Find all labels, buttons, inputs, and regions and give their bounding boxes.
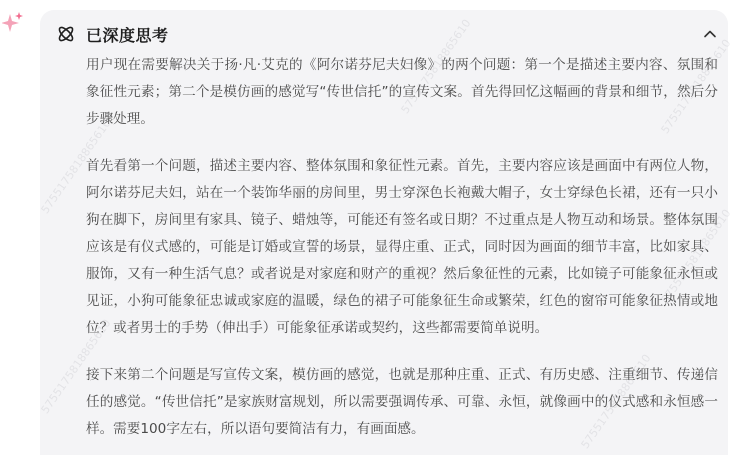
brain-atom-icon bbox=[56, 24, 76, 44]
chevron-up-icon[interactable] bbox=[700, 24, 720, 44]
thinking-paragraph-3: 接下来第二个问题是写宣传文案，模仿画的感觉，也就是那种庄重、正式、有历史感、注重细节、传递信任的感觉。“传世信托”是家族财富规划，所以需要强调传承、可靠、永恒，就像画中的仪式感和永恒感一样。需要100字左右，所以语句要简洁有力，有画面感。 bbox=[86, 367, 718, 437]
thinking-content bbox=[86, 52, 718, 455]
thinking-title: 已深度思考 bbox=[86, 25, 169, 45]
thinking-paragraph-1: 用户现在需要解决关于扬·凡·艾克的《阿尔诺芬尼夫妇像》的两个问题：第一个是描述主要内容、氛围和象征性元素；第二个是模仿画的感觉写“传世信托”的宣传文案。首先得回忆这幅画的背景和细节，然后分步骤处理。 bbox=[86, 57, 718, 127]
sparkle-icon bbox=[2, 10, 24, 36]
thinking-header[interactable] bbox=[56, 18, 730, 50]
thinking-paragraph-2: 首先看第一个问题，描述主要内容、整体氛围和象征性元素。首先，主要内容应该是画面中有两位人物，阿尔诺芬尼夫妇，站在一个装饰华丽的房间里，男士穿深色长袍戴大帽子，女士穿绿色长裙，还有一只小狗在脚下，房间里有家具、镜子、蜡烛等，可能还有签名或日期？不过重点是人物互动和场景。整体氛围应该是有仪式感的，可能是订婚或宣誓的场景，显得庄重、正式，同时因为画面的细节丰富，比如家具、服饰，又有一种生活气息？或者说是对家庭和财产的重视？然后象征性的元素，比如镜子可能象征永恒或见证，小狗可能象征忠诚或家庭的温暖，绿色的裙子可能象征生命或繁荣，红色的窗帘可能象征热情或地位？或者男士的手势（伸出手）可能象征承诺或契约，这些都需要简单说明。 bbox=[86, 158, 718, 336]
